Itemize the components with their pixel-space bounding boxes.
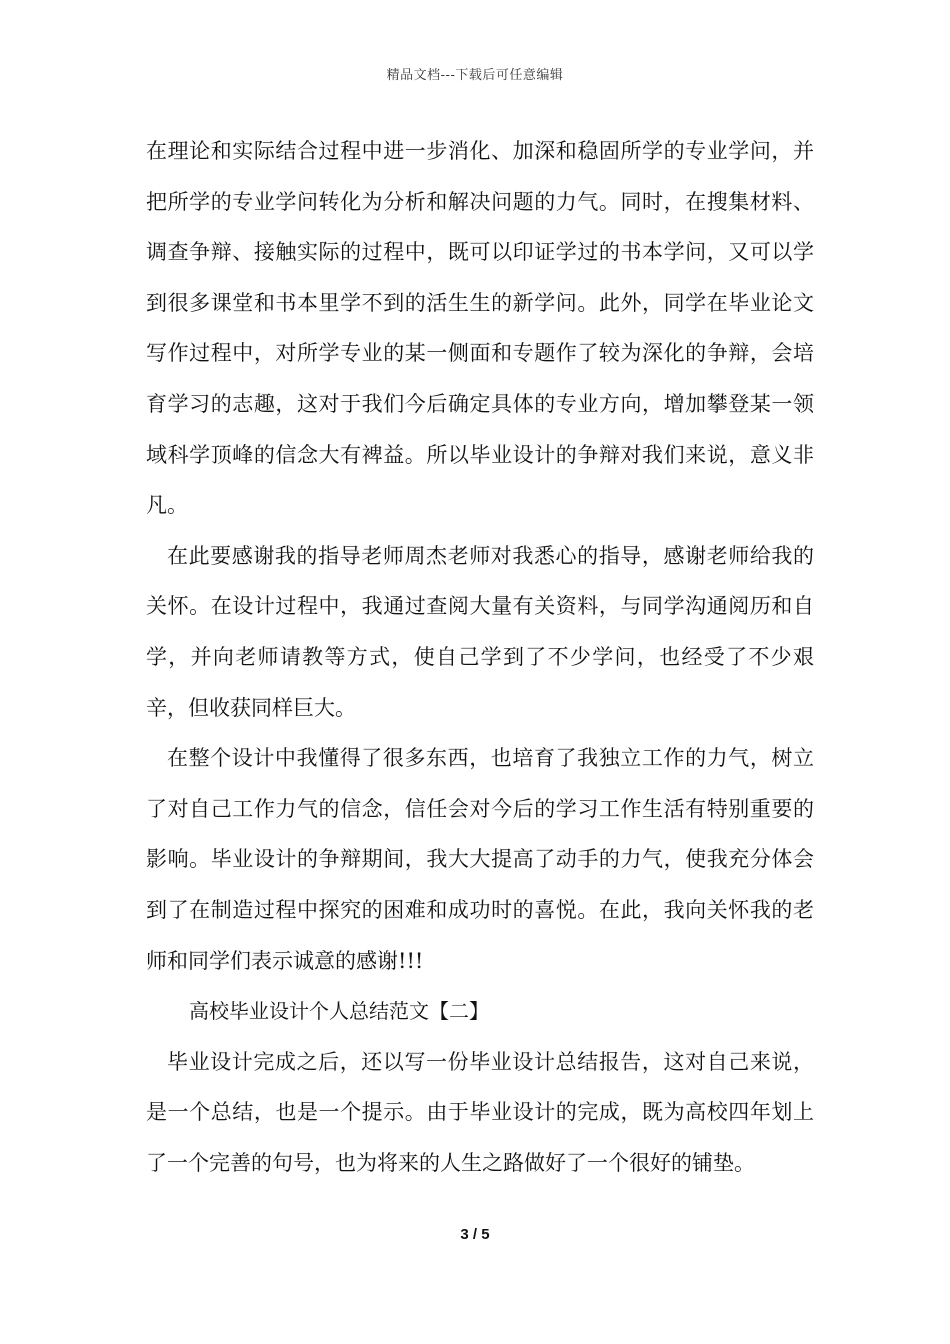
page-header: 精品文档---下载后可任意编辑 [386, 68, 564, 83]
body-paragraph-3: 在整个设计中我懂得了很多东西，也培育了我独立工作的力气，树立了对自己工作力气的信念，信任会对今后的学习工作生活有特别重要的影响。毕业设计的争辩期间，我大大提高了动手的力气，使我充分体会到了在制造过程中探究的困难和成功时的喜悦。在此，我向关怀我的老师和同学们表示诚意的感谢!!! [146, 746, 814, 973]
page-number: 3 / 5 [460, 1226, 490, 1243]
body-paragraph-2: 在此要感谢我的指导老师周杰老师对我悉心的指导，感谢老师给我的关怀。在设计过程中，我通过查阅大量有关资料，与同学沟通阅历和自学，并向老师请教等方式，使自己学到了不少学问，也经受了不少艰辛，但收获同样巨大。 [146, 543, 814, 720]
document-body [146, 126, 814, 1188]
section-heading: 高校毕业设计个人总结范文【二】 [189, 999, 489, 1024]
body-paragraph-1: 在理论和实际结合过程中进一步消化、加深和稳固所学的专业学问，并把所学的专业学问转化为分析和解决问题的力气。同时，在搜集材料、调查争辩、接触实际的过程中，既可以印证学过的书本学问，又可以学到很多课堂和书本里学不到的活生生的新学问。此外，同学在毕业论文写作过程中，对所学专业的某一侧面和专题作了较为深化的争辩，会培育学习的志趣，这对于我们今后确定具体的专业方向，增加攀登某一领域科学顶峰的信念大有裨益。所以毕业设计的争辩对我们来说，意义非凡。 [146, 139, 814, 518]
section-paragraph: 毕业设计完成之后，还以写一份毕业设计总结报告，这对自己来说，是一个总结，也是一个提示。由于毕业设计的完成，既为高校四年划上了一个完善的句号，也为将来的人生之路做好了一个很好的铺垫。 [146, 1049, 814, 1175]
